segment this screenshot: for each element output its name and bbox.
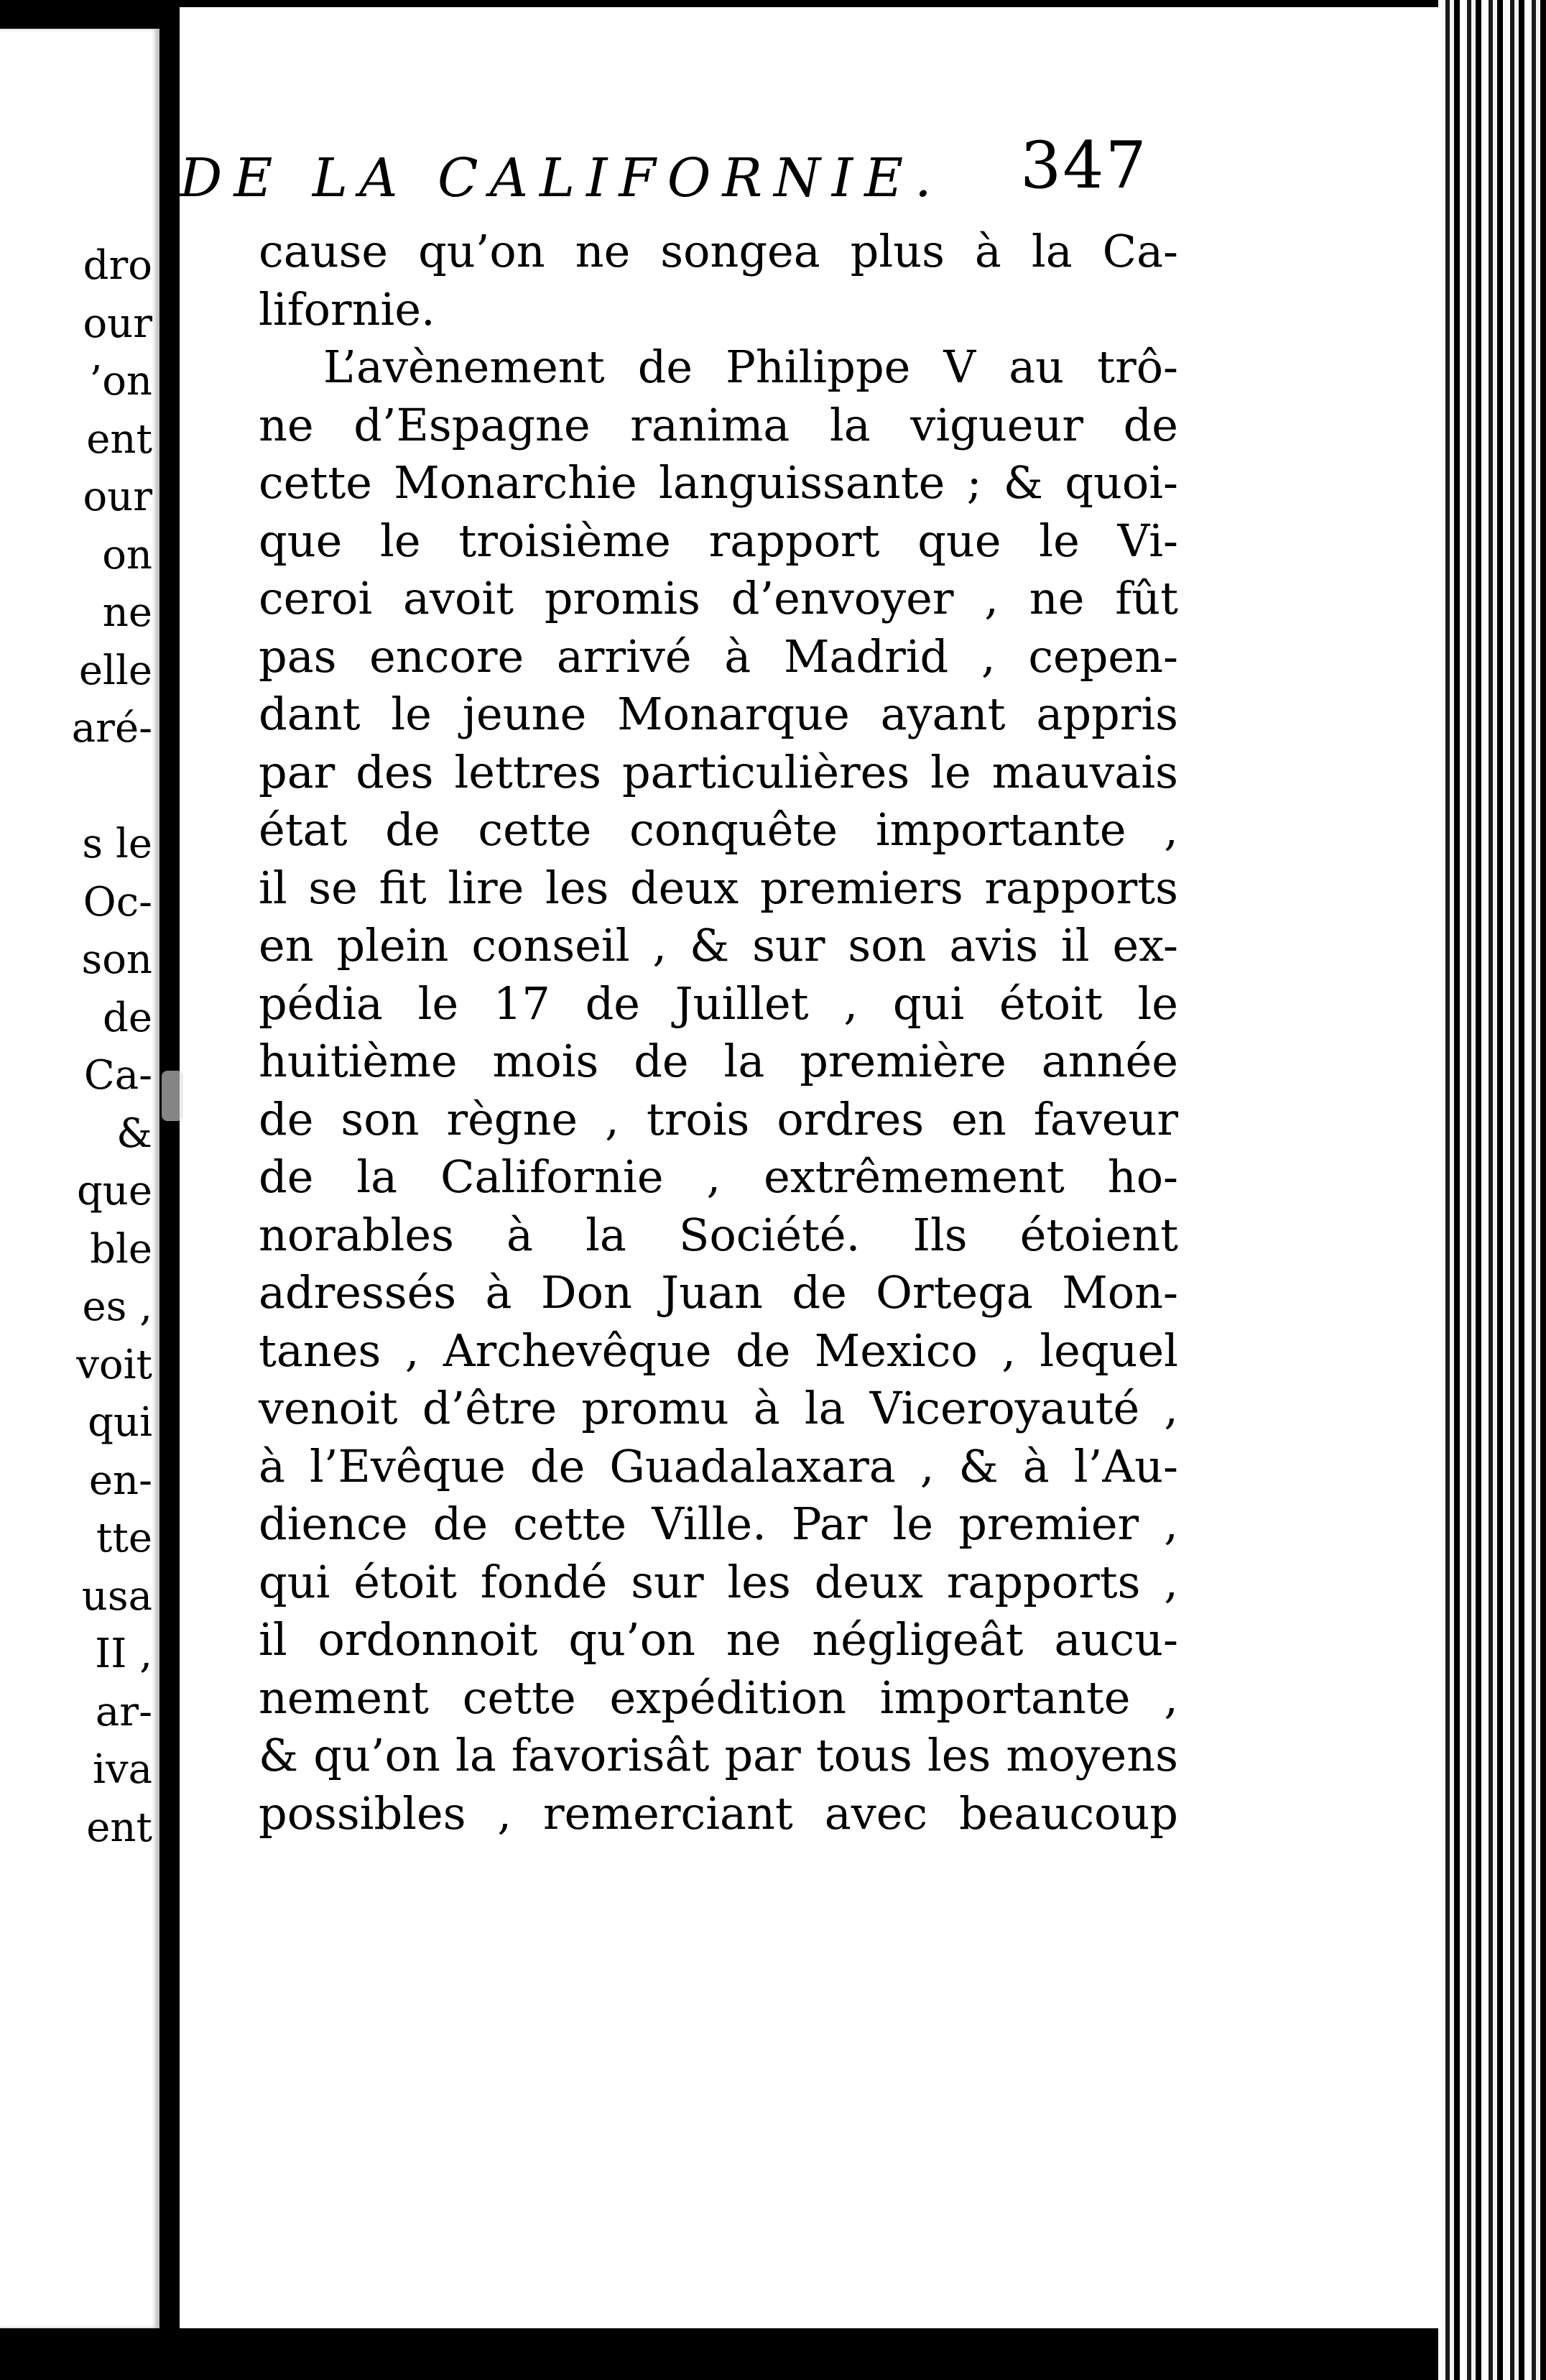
text-line: en plein conseil , & sur son avis il ex- (259, 919, 1178, 972)
previous-page-fragment (0, 29, 164, 2328)
text-line: par des lettres particulières le mauvais (259, 745, 1178, 798)
line-ending: & (116, 1110, 152, 1157)
previous-page-line-endings (72, 237, 152, 1857)
line-ending: ent (86, 1804, 152, 1851)
line-ending: Oc- (83, 878, 152, 926)
text-line: que le troisième rapport que le Vi- (259, 514, 1178, 567)
text-line: état de cette conquête importante , (259, 803, 1178, 856)
text-line: norables à la Société. Ils étoient (259, 1208, 1178, 1261)
line-ending: s le (82, 821, 152, 867)
line-ending: de (103, 994, 152, 1041)
text-line: à l’Evêque de Guadalaxara , & à l’Au- (259, 1439, 1178, 1493)
book-gutter (159, 0, 180, 2380)
text-line: adressés à Don Juan de Ortega Mon- (259, 1266, 1178, 1319)
text-line: pédia le 17 de Juillet , qui étoit le (259, 977, 1178, 1030)
text-line: & qu’on la favorisât par tous les moyens (259, 1729, 1178, 1781)
line-ending: usa (81, 1572, 152, 1620)
page-number: 347 (1020, 128, 1148, 203)
text-line: de la Californie , extrêmement ho- (259, 1150, 1178, 1203)
line-ending: elle (78, 647, 152, 694)
text-line: qui étoit fondé sur les deux rapports , (259, 1555, 1178, 1608)
body-text (259, 223, 1178, 1842)
line-ending: iva (93, 1746, 152, 1793)
line-ending: que (76, 1168, 152, 1214)
text-line: tanes , Archevêque de Mexico , lequel (259, 1324, 1178, 1377)
text-line: L’avènement de Philippe V au trô- (323, 341, 1178, 393)
line-ending: qui (88, 1399, 152, 1446)
line-ending: son (81, 936, 152, 983)
line-ending: en- (88, 1457, 152, 1504)
line-ending: our (83, 474, 152, 520)
running-head: DE LA CALIFORNIE. (180, 147, 943, 209)
line-ending: ent (86, 415, 152, 463)
line-ending: Ca- (83, 1052, 152, 1099)
text-line: dience de cette Ville. Par le premier , (259, 1498, 1178, 1550)
line-ending: ble (90, 1225, 152, 1273)
text-line: dant le jeune Monarque ayant appris (259, 688, 1178, 740)
line-ending: ’on (89, 358, 152, 405)
text-line: cette Monarchie languissante ; & quoi- (259, 456, 1178, 509)
text-line: huitième mois de la première année (259, 1035, 1178, 1087)
text-line: il ordonnoit qu’on ne négligeât aucu- (259, 1613, 1178, 1666)
text-line: cause qu’on ne songea plus à la Ca- (259, 225, 1178, 277)
text-line: il se fit lire les deux premiers rapports (259, 861, 1178, 914)
text-line: pas encore arrivé à Madrid , cepen- (259, 629, 1178, 683)
line-ending: tte (96, 1515, 152, 1562)
text-line: ceroi avoit promis d’envoyer , ne fût (259, 572, 1178, 624)
line-ending: ar- (95, 1688, 152, 1735)
page-edges (1438, 0, 1546, 2380)
text-line: de son règne , trois ordres en faveur (259, 1092, 1178, 1145)
paper-blemish (162, 1071, 183, 1121)
line-ending: ne (102, 589, 152, 636)
line-ending (72, 758, 152, 816)
line-ending: dro (83, 242, 152, 289)
text-line: nement cette expédition importante , (259, 1671, 1178, 1724)
line-ending: our (83, 300, 152, 347)
line-ending: on (102, 531, 152, 578)
line-ending: voit (76, 1341, 152, 1388)
text-line: lifornie. (259, 282, 435, 336)
text-line: venoit d’être promu à la Viceroyauté , (259, 1382, 1178, 1434)
line-ending: es , (82, 1283, 152, 1330)
text-line: ne d’Espagne ranima la vigueur de (259, 398, 1178, 451)
text-line: possibles , remerciant avec beaucoup (259, 1786, 1178, 1840)
line-ending: aré- (71, 705, 152, 752)
line-ending: II , (95, 1631, 152, 1677)
